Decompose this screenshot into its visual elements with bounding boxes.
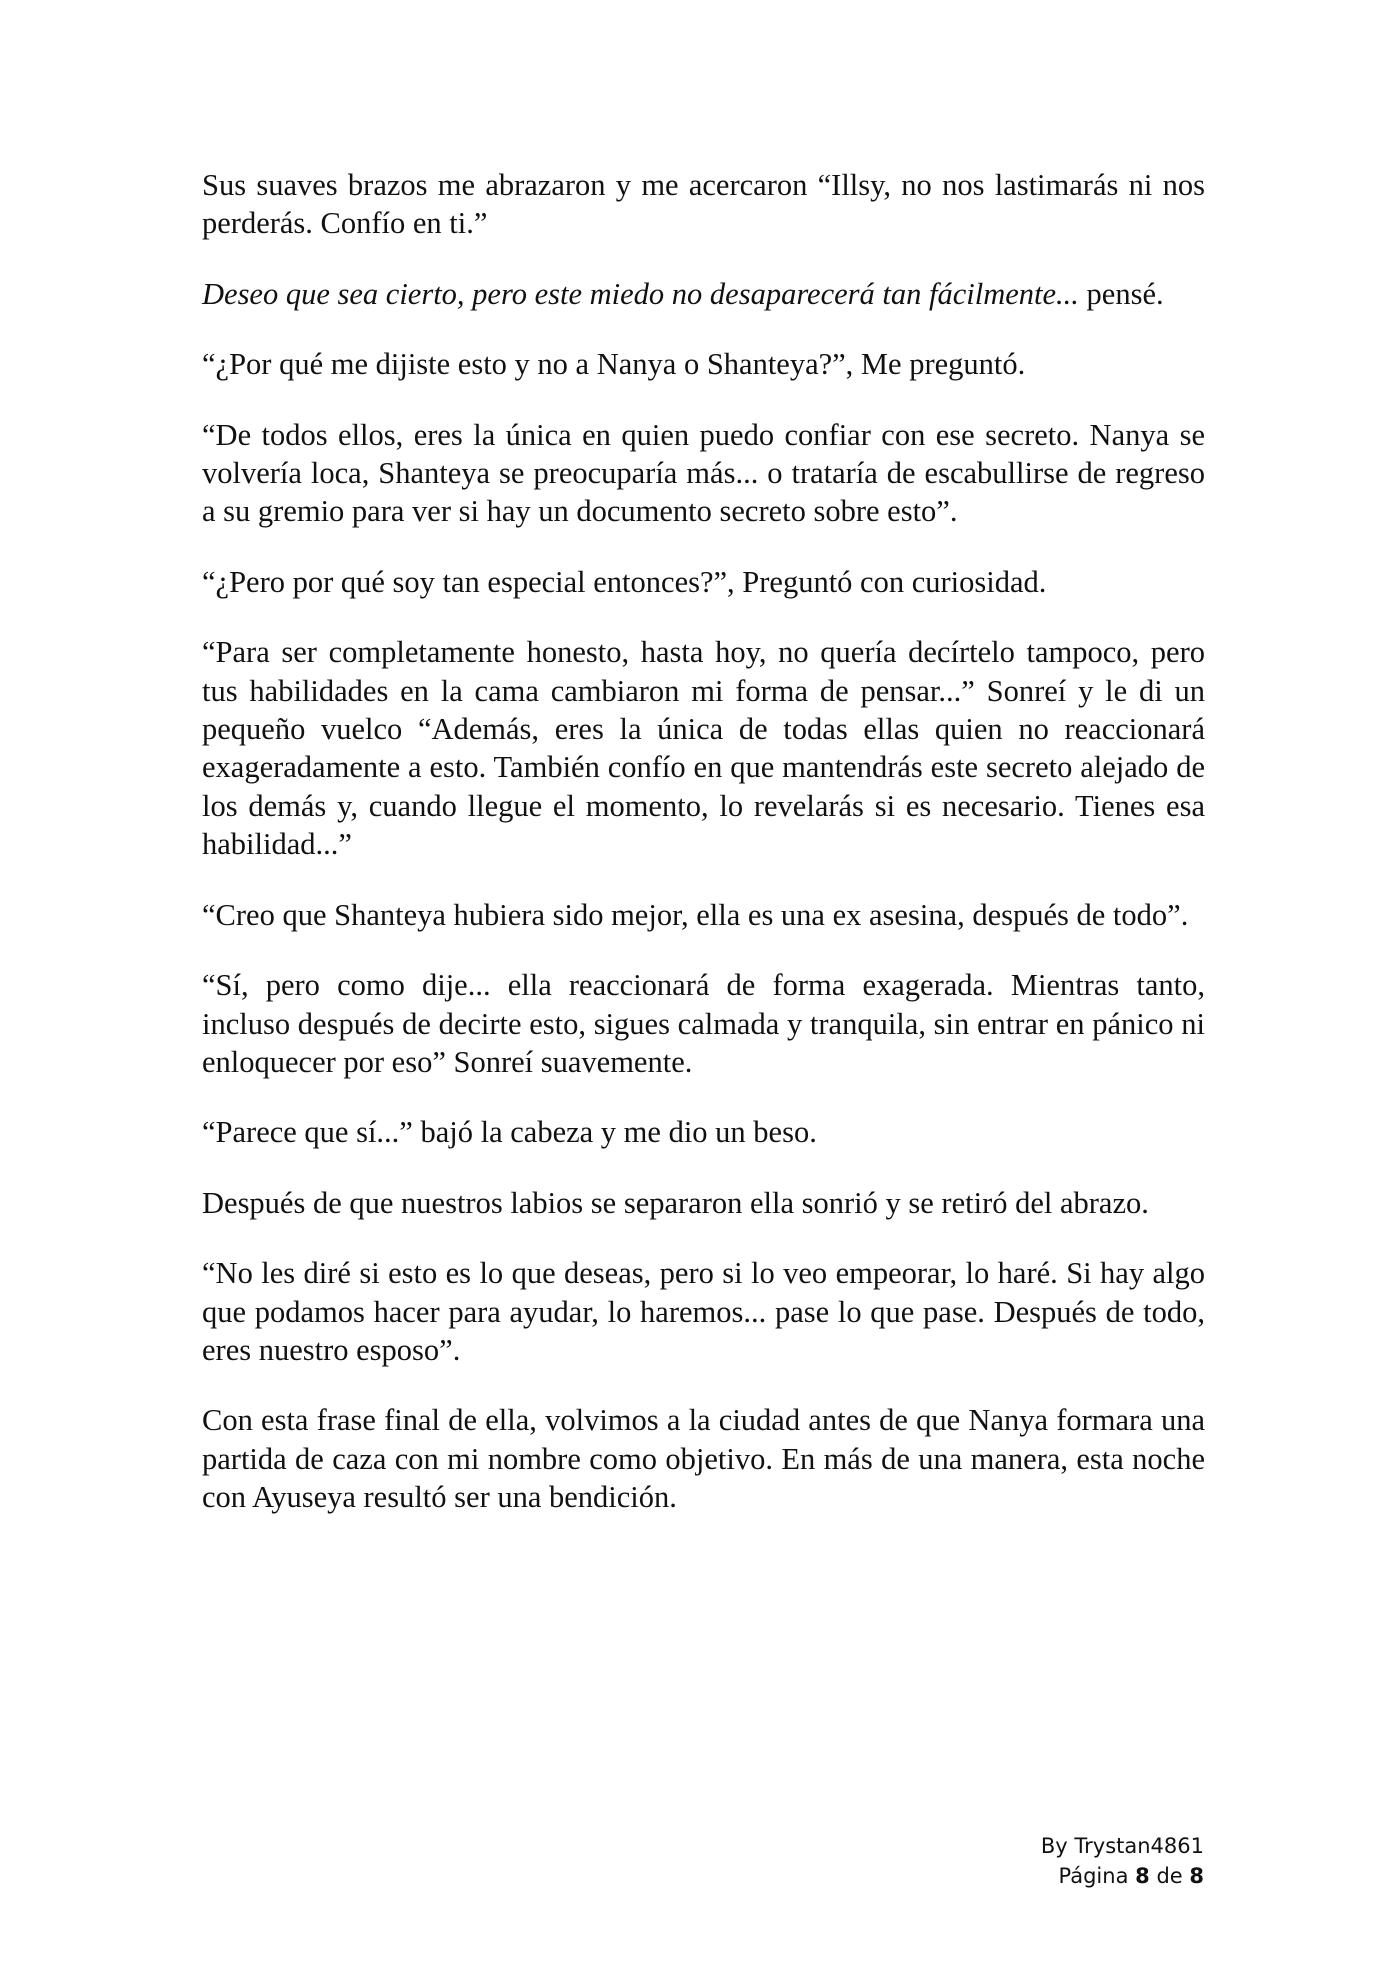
paragraph-3: “¿Por qué me dijiste esto y no a Nanya o Shanteya?”, Me preguntó. — [202, 347, 1026, 382]
paragraph-1: Sus suaves brazos me abrazaron y me acercaron “Illsy, no nos lastimarás ni nos perderás. Confío en ti.” — [202, 168, 1205, 241]
paragraph-6: “Para ser completamente honesto, hasta hoy, no quería decírtelo tampoco, pero tus habilidades en la cama cambiaron mi forma de pensar...” Sonreí y le di un pequeño vuelco “Además, eres la única de todas ellas quien no reaccionará exageradamente a esto. También confío en que mantendrás este secreto alejado de los demás y, cuando llegue el momento, lo revelarás si es necesario. Tienes esa habilidad...” — [202, 635, 1205, 862]
paragraph-12: Con esta frase final de ella, volvimos a la ciudad antes de que Nanya formara una partida de caza con mi nombre como objetivo. En más de una manera, esta noche con Ayuseya resultó ser una bendición. — [202, 1403, 1205, 1515]
body-text — [202, 166, 1205, 1549]
paragraph-7: “Creo que Shanteya hubiera sido mejor, ella es una ex asesina, después de todo”. — [202, 897, 1189, 932]
paragraph-8: “Sí, pero como dije... ella reaccionará de forma exagerada. Mientras tanto, incluso después de decirte esto, sigues calmada y tranquila, sin entrar en pánico ni enloquecer por eso” Sonreí suavemente. — [202, 968, 1205, 1079]
paragraph-2-rest: pensé. — [1078, 276, 1164, 311]
paragraph-2 — [202, 275, 1205, 313]
italic-thought: Deseo que sea cierto, pero este miedo no desaparecerá tan fácilmente... — [202, 276, 1079, 311]
footer-page-sep: de — [1156, 1864, 1183, 1888]
page-footer — [1041, 1831, 1204, 1891]
paragraph-9: “Parece que sí...” bajó la cabeza y me dio un beso. — [202, 1115, 817, 1150]
footer-page-number — [1041, 1861, 1204, 1891]
paragraph-11: “No les diré si esto es lo que deseas, pero si lo veo empeorar, lo haré. Si hay algo que podamos hacer para ayudar, lo haremos... pase lo que pase. Después de todo, eres nuestro esposo”. — [202, 1256, 1205, 1367]
paragraph-10: Después de que nuestros labios se separaron ella sonrió y se retiró del abrazo. — [202, 1185, 1149, 1220]
paragraph-5: “¿Pero por qué soy tan especial entonces?”, Preguntó con curiosidad. — [202, 564, 1047, 599]
footer-author: By Trystan4861 — [1040, 1834, 1204, 1858]
footer-page-total: 8 — [1189, 1864, 1204, 1888]
footer-page-current: 8 — [1135, 1864, 1150, 1888]
footer-page-word: Página — [1058, 1864, 1129, 1888]
paragraph-4: “De todos ellos, eres la única en quien puedo confiar con ese secreto. Nanya se volvería loca, Shanteya se preocuparía más... o trataría de escabullirse de regreso a su gremio para ver si hay un documento secreto sobre esto”. — [202, 417, 1205, 529]
